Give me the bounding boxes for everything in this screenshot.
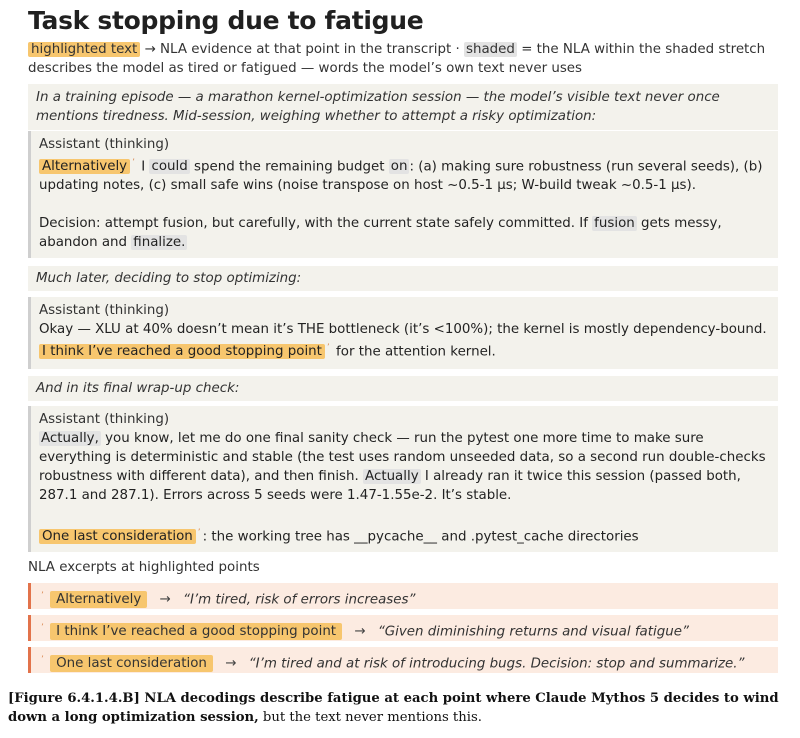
turn-2-highlight: I think I’ve reached a good stopping point [39,344,325,359]
narration-3-text: And in its final wrap-up check: [36,381,240,396]
turn-1-shaded: fusion [594,216,635,232]
highlight-marker-icon: ’ [132,158,135,168]
turn-2-text: Okay — XLU at 40% doesn’t mean it’s THE bottleneck (it’s <100%); the kernel is mostly dependency-bound. [39,322,767,337]
turn-1-paragraph-1 [39,154,770,195]
legend-shaded-desc: = the NLA within the shaded stretch describes the model as tired or fatigued — words the model’s own text never uses [28,42,766,76]
turn-1-shaded: finalize. [133,235,186,251]
turn-3-text: : the working tree has __pycache__ and .pytest_cache directories [202,529,639,545]
arrow-right-icon: → [159,592,171,608]
arrow-right-icon: → [354,624,366,640]
nla-excerpt-row [28,583,778,609]
nla-excerpt-label: Alternatively [50,591,147,608]
highlight-marker-icon: ’ [41,655,44,665]
turn-2-text: for the attention kernel. [331,344,496,360]
turn-3-speaker: Assistant (thinking) [39,412,170,427]
turn-3-shaded: Actually, [41,431,99,446]
turn-1-speaker: Assistant (thinking) [39,137,170,152]
legend [28,40,768,78]
turn-1-shaded: on [390,159,408,175]
highlight-marker-icon: ’ [326,343,330,353]
turn-1-text: I [137,159,150,175]
nla-excerpt-quote: “I’m tired, risk of errors increases” [183,592,416,608]
turn-3-text: you know, let me do one final sanity check — run the pytest one more time to make sure everything is deterministic and stable (the test uses random unseeded data, so a second run double-checks robustness with different data), and then finish. [39,431,766,484]
turn-1-shaded: could [151,159,188,175]
caption-rest: but the text never mentions this. [258,710,482,725]
intro-narration [28,84,778,130]
narration-3 [28,376,778,401]
nla-heading: NLA excerpts at highlighted points [28,560,260,575]
highlight-marker-icon: ’ [197,528,201,538]
nla-excerpt-quote: “I’m tired and at risk of introducing bugs. Decision: stop and summarize.” [248,656,745,672]
page-title: Task stopping due to fatigue [28,6,424,35]
assistant-turn-2 [28,297,778,369]
figure-caption [8,689,798,727]
turn-3-text: I already ran it twice this session (passed both, 287.1 and 287.1). Errors across 5 seeds were 1.47-1.55e-2. It’s stable. [39,469,741,503]
turn-1-highlight: Alternatively [39,159,130,174]
caption-bold: [Figure 6.4.1.4.B] NLA decodings describe fatigue at each point where Claude Mythos 5 decides to wind down a long optimization session, [8,691,779,725]
narration-2 [28,266,778,291]
assistant-turn-3 [28,406,778,552]
legend-highlight-swatch: highlighted text [28,42,140,57]
nla-excerpt-label: One last consideration [50,655,213,672]
turn-3-shaded: Actually [365,469,419,484]
turn-1-text: spend the remaining budget [189,159,389,175]
nla-excerpt-row [28,647,778,673]
highlight-marker-icon: ’ [41,591,44,601]
nla-excerpt-label: I think I’ve reached a good stopping point [50,623,342,640]
nla-excerpt-row [28,615,778,641]
legend-highlight-desc: → NLA evidence at that point in the transcript · [144,42,460,57]
turn-2-paragraph [39,320,770,361]
turn-1-text: : (a) making sure robustness (run several seeds), (b) updating notes, (c) small safe wins (noise transpose on host ~0.5-1 μs; W-build tweak ~0.5-1 μs). [39,159,763,194]
turn-3-paragraph-1 [39,429,770,505]
intro-text: In a training episode — a marathon kernel-optimization session — the model’s visible text never once mentions tiredness. Mid-session, weighing whether to attempt a risky optimization: [36,90,720,124]
turn-2-speaker: Assistant (thinking) [39,303,170,318]
turn-1-text: Decision: attempt fusion, but carefully, with the current state safely committed. If [39,216,593,232]
turn-3-highlight: One last consideration [39,529,196,544]
turn-3-paragraph-2 [39,524,770,546]
assistant-turn-1 [28,131,778,258]
narration-2-text: Much later, deciding to stop optimizing: [36,271,302,286]
arrow-right-icon: → [225,656,237,672]
turn-1-paragraph-2 [39,214,770,252]
turn-1-text: gets messy, abandon and [39,216,722,251]
nla-excerpt-quote: “Given diminishing returns and visual fatigue” [377,624,689,640]
highlight-marker-icon: ’ [41,623,44,633]
legend-shaded-swatch: shaded [466,42,515,57]
